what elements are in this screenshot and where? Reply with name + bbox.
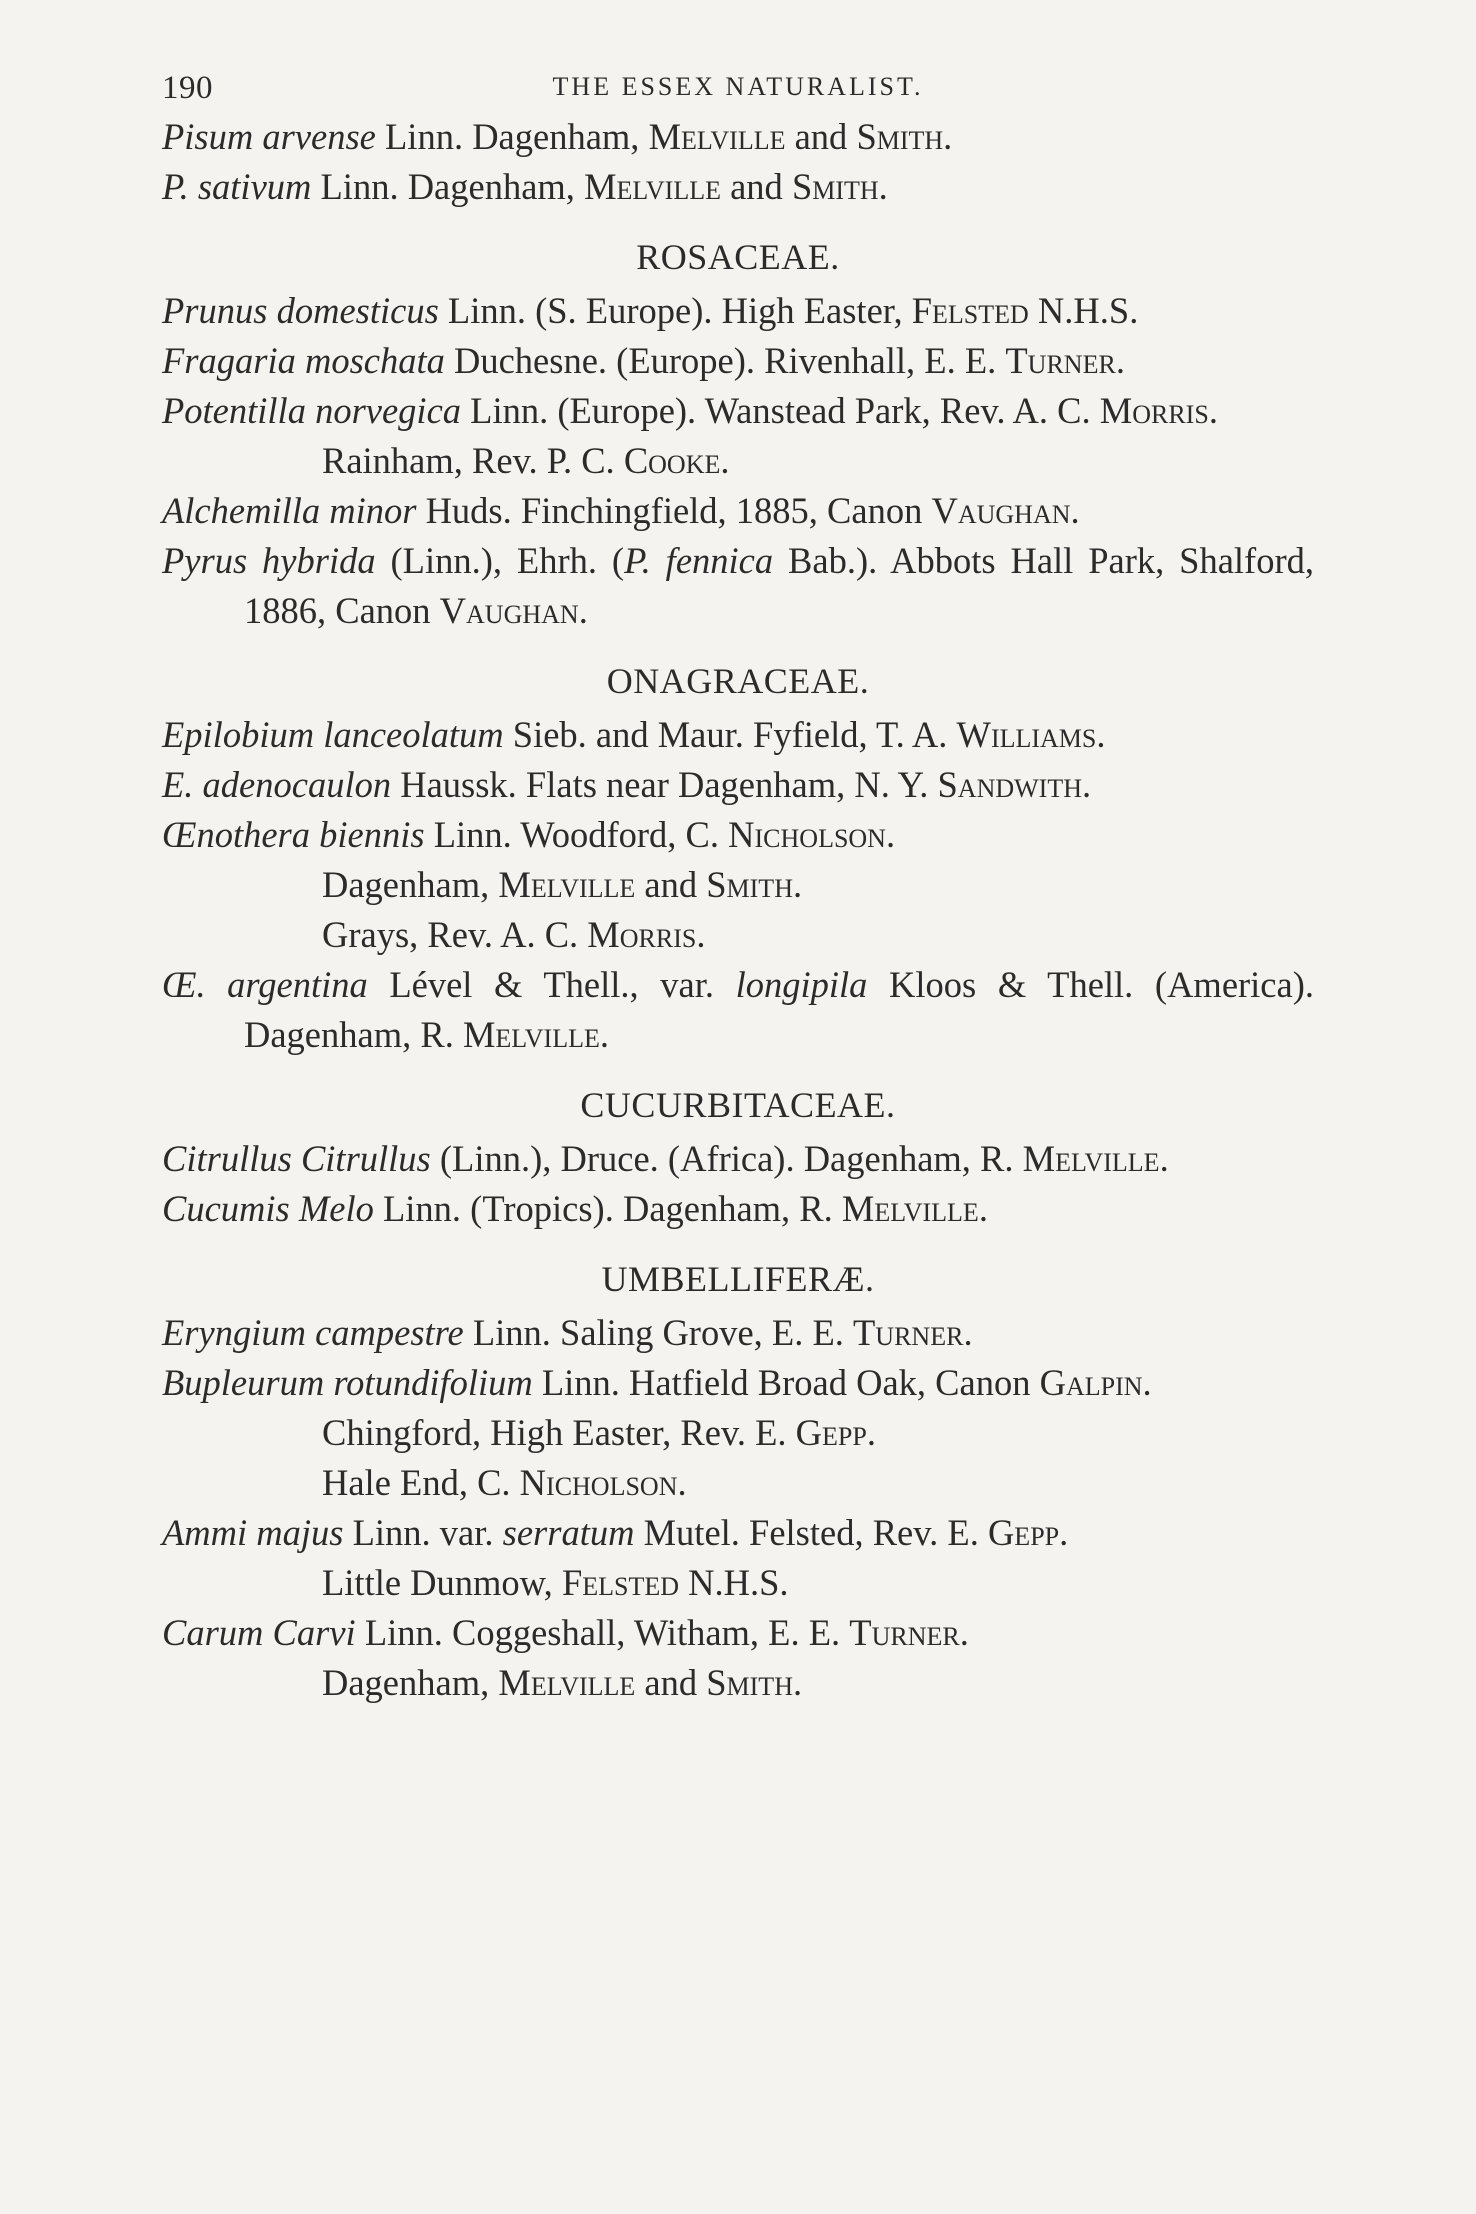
entry-text: . [959,1612,969,1653]
collector-name: Sandwith [937,764,1082,805]
family-section [162,656,1314,1060]
entry-text: Dagenham, [322,1662,499,1703]
entry-text: Linn. (Europe). Wanstead Park, Rev. A. C. [461,390,1100,431]
entry-text: . [578,590,588,631]
family-heading: CUCURBITACEAE. [580,1085,896,1125]
collector-name: Melville [584,166,721,207]
entry-text: (Linn.), Druce. (Africa). Dagenham, R. [430,1138,1023,1179]
taxon-name: Ammi majus [162,1512,344,1553]
taxon-name: P. fennica [624,540,774,581]
entry-text: . [792,1662,803,1703]
family-heading: ONAGRACEAE. [606,661,870,701]
entry-text: and [785,116,857,157]
taxon-name: Eryngium campestre [162,1312,464,1353]
family-section [162,112,1314,212]
species-entry [162,1608,1314,1658]
entry-text: Linn. Woodford, C. [424,814,729,855]
taxon-name: Citrullus Citrullus [162,1138,431,1179]
species-entry [162,960,1314,1060]
collector-name: Melville [841,1188,979,1229]
species-entry [162,1308,1314,1358]
entry-text: . [792,864,803,905]
taxon-name: Prunus domesticus [162,290,439,331]
entry-text: . [866,1412,876,1453]
entry-text: . [1082,764,1092,805]
collector-name: Vaughan [439,590,579,631]
taxon-name: Cucumis Melo [162,1188,374,1229]
entry-text: . [963,1312,973,1353]
collector-name: Melville [1022,1138,1160,1179]
species-entry [162,810,1314,860]
species-entry [162,162,1314,212]
collector-name: Morris [587,914,697,955]
family-section [162,1080,1314,1234]
entry-text: . [1115,340,1125,381]
page-body [162,112,1314,1708]
entry-text: . [696,914,706,955]
entry-text: N.H.S. [679,1562,789,1603]
entry-text: Hale End, C. [322,1462,520,1503]
species-entry [162,286,1314,336]
collector-name: Galpin [1039,1362,1143,1403]
species-entry [162,1358,1314,1408]
record-line [162,1658,1314,1708]
entry-text: Linn. (S. Europe). High Easter, [438,290,912,331]
entry-text: . [1159,1138,1169,1179]
entry-text: Lével & Thell., var. [367,964,736,1005]
record-line [162,910,1314,960]
collector-name: Smith [791,166,879,207]
taxon-name: E. adenocaulon [162,764,392,805]
taxon-name: Pyrus hybrida [162,540,376,581]
entry-text: Dagenham, [322,864,499,905]
entry-text: . [1059,1512,1069,1553]
species-entry [162,1508,1314,1558]
family-section [162,232,1314,636]
record-line [162,1558,1314,1608]
species-entry [162,760,1314,810]
entry-text: Haussk. Flats near Dagenham, N. Y. [391,764,938,805]
collector-name: Turner [853,1312,964,1353]
entry-text: . [677,1462,687,1503]
collector-name: Morris [1099,390,1209,431]
collector-name: Melville [648,116,786,157]
collector-name: Williams [956,714,1097,755]
entry-text: . [878,166,888,207]
entry-text: Huds. Finchingfield, 1885, Canon [416,490,932,531]
taxon-name: serratum [502,1512,635,1553]
collector-name: Turner [1005,340,1116,381]
family-heading: UMBELLIFERÆ. [601,1259,875,1299]
record-line [162,1458,1314,1508]
family-section [162,1254,1314,1708]
taxon-name: Epilobium lanceolatum [162,714,504,755]
collector-name: Nicholson [519,1462,678,1503]
collector-name: Smith [706,1662,793,1703]
entry-text: . [1096,714,1106,755]
collector-name: Turner [849,1612,960,1653]
species-entry [162,1134,1314,1184]
collector-name: Smith [706,864,793,905]
page-header [162,58,1314,112]
collector-name: Melville [498,1662,636,1703]
taxon-name: Potentilla norvegica [162,390,462,431]
entry-text: . [1070,490,1080,531]
entry-text: Grays, Rev. A. C. [322,914,588,955]
entry-text: . [978,1188,988,1229]
entry-text: . [1142,1362,1152,1403]
taxon-name: P. sativum [162,166,312,207]
collector-name: Melville [462,1014,600,1055]
entry-text: Mutel. Felsted, Rev. E. [634,1512,988,1553]
entry-text: Duchesne. (Europe). Rivenhall, E. E. [444,340,1006,381]
taxon-name: Œ. argentina [162,964,368,1005]
collector-name: Smith [856,116,944,157]
entry-text: Linn. Hatfield Broad Oak, Canon [532,1362,1040,1403]
entry-text: Linn. (Tropics). Dagenham, R. [373,1188,842,1229]
entry-text: and [635,864,707,905]
family-heading: ROSACEAE. [636,237,840,277]
entry-text: Kloos & Thell. (America). Dagenham, R. [244,964,1314,1055]
species-entry [162,386,1314,436]
entry-text: and [720,166,792,207]
entry-text: Linn. var. [343,1512,503,1553]
collector-name: Vaughan [931,490,1071,531]
taxon-name: Fragaria moschata [162,340,445,381]
species-entry [162,486,1314,536]
entry-text: . [885,814,896,855]
record-line [162,436,1314,486]
collector-name: Cooke [623,440,721,481]
entry-text: Chingford, High Easter, Rev. E. [322,1412,796,1453]
species-entry [162,112,1314,162]
species-entry [162,336,1314,386]
species-entry [162,1184,1314,1234]
entry-text: Little Dunmow, [322,1562,562,1603]
entry-text: Rainham, Rev. P. C. [322,440,624,481]
entry-text: Sieb. and Maur. Fyfield, T. A. [503,714,957,755]
record-line [162,1408,1314,1458]
entry-text: . [720,440,730,481]
entry-text: Linn. Dagenham, [311,166,585,207]
record-line [162,860,1314,910]
collector-name: Gepp [987,1512,1060,1553]
page-number: 190 [162,70,213,106]
entry-text: N.H.S. [1028,290,1139,331]
entry-text: Linn. Saling Grove, E. E. [463,1312,854,1353]
taxon-name: Bupleurum rotundifolium [162,1362,533,1403]
entry-text: (Linn.), Ehrh. ( [375,540,625,581]
collector-name: Gepp [795,1412,867,1453]
entry-text: Linn. Dagenham, [375,116,649,157]
entry-text: and [635,1662,707,1703]
entry-text: . [1208,390,1218,431]
taxon-name: Pisum arvense [162,116,376,157]
running-title: THE ESSEX NATURALIST. [552,72,924,101]
entry-text: Linn. Coggeshall, Witham, E. E. [355,1612,850,1653]
entry-text: . [943,116,953,157]
taxon-name: Alchemilla minor [162,490,417,531]
collector-name: Felsted [911,290,1029,331]
entry-text: Bab.). Abbots Hall Park, Shalford, 1886, Canon [244,540,1314,631]
species-entry [162,710,1314,760]
taxon-name: longipila [735,964,868,1005]
collector-name: Felsted [561,1562,680,1603]
taxon-name: Œnothera biennis [162,814,425,855]
collector-name: Nicholson [728,814,886,855]
taxon-name: Carum Carvi [162,1612,356,1653]
entry-text: . [599,1014,609,1055]
collector-name: Melville [498,864,636,905]
species-entry [162,536,1314,636]
